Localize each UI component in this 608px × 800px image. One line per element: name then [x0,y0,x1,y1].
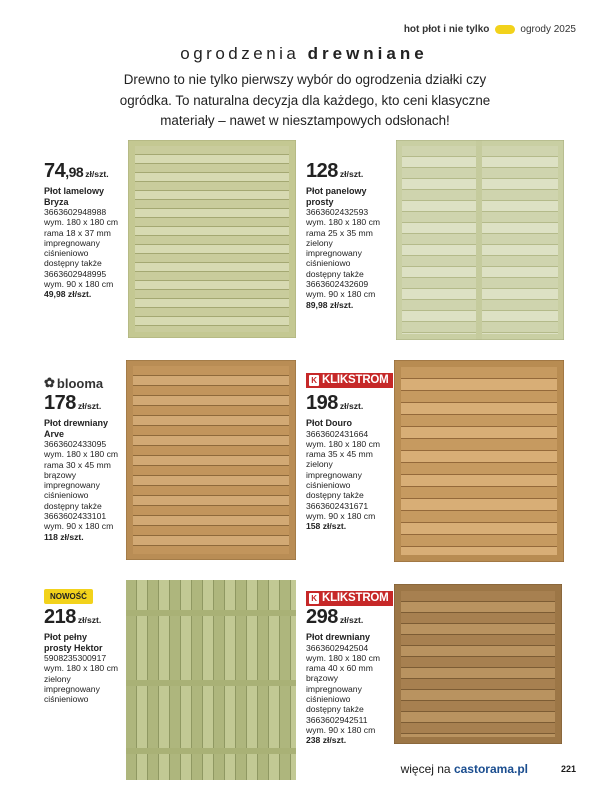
edition-label: ogrody 2025 [520,24,576,35]
product-card [44,160,134,300]
product-price: 128 zł/szt. [306,160,364,182]
section-tag-label: hot płot i nie tylko [403,24,490,35]
product-detail: ciśnieniowo [44,248,89,259]
product-alt-price: 118 zł/szt. [44,531,84,542]
product-detail: wym. 180 x 180 cm [44,663,119,674]
product-card [306,392,396,531]
klikstrom-logo: K KLIKSTROM [306,373,393,388]
product-price: 198 zł/szt. [306,392,364,414]
product-card [306,160,396,310]
product-name: Płot panelowy [306,186,367,196]
product-name: prosty Hektor [44,642,103,653]
product-detail: 3663602433101 [44,511,107,522]
product-detail: dostępny także [306,704,364,715]
yellow-pill-icon [495,25,515,34]
product-detail: ciśnieniowo [306,479,351,490]
product-detail: zielony [306,237,333,248]
product-price: 178 zł/szt. [44,392,102,414]
fence-image-arve [126,360,296,560]
product-detail: rama 18 x 37 mm [44,227,111,238]
product-alt-price: 238 zł/szt. [306,735,347,746]
product-detail: wym. 180 x 180 cm [306,217,381,228]
product-detail: impregnowany [44,683,100,694]
product-price: 74,98 zł/szt. [44,160,109,182]
blooma-flower-icon: ✿ [44,375,54,390]
product-detail: wym. 180 x 180 cm [44,217,119,228]
website-link[interactable]: castorama.pl [453,762,528,776]
product-detail: wym. 90 x 180 cm [306,510,376,521]
page-title [0,44,608,64]
product-price: 218 zł/szt. [44,606,102,628]
product-name: Płot drewniany [306,632,371,642]
product-detail: 3663602948995 [44,268,107,279]
product-name: Płot pełny [44,632,88,642]
product-detail: zielony [306,459,333,470]
intro-text [100,70,510,132]
product-detail: 3663602432609 [306,279,369,290]
product-detail: wym. 90 x 180 cm [306,289,376,300]
product-detail: wym. 90 x 180 cm [306,724,376,735]
product-detail: ciśnieniowo [44,490,89,501]
product-detail: brązowy [44,469,76,480]
intro-line: ogródka. To naturalna decyzja dla każdego, kto ceni klasyczne [119,92,491,108]
product-detail: wym. 180 x 180 cm [306,438,381,449]
fence-image-panelowy [396,140,564,340]
product-price: 298 zł/szt. [306,606,364,628]
product-name: Bryza [44,196,69,207]
product-detail: 3663602942504 [306,642,369,653]
product-detail: ciśnieniowo [44,694,89,705]
fence-image-bryza [128,140,296,338]
product-detail: impregnowany [306,248,362,259]
product-detail: dostępny także [44,500,102,511]
product-name: Płot drewniany [44,418,109,428]
fence-image-hektor [126,580,296,780]
new-badge: NOWOŚĆ [44,589,93,604]
fence-image-douro [394,360,564,562]
product-name: Płot lamelowy [44,186,105,196]
blooma-wordmark: blooma [56,375,104,391]
page-title-light: ogrodzenia [180,44,300,63]
product-detail: 3663602431664 [306,428,369,439]
product-alt-price: 49,98 zł/szt. [44,289,92,300]
product-detail: dostępny także [306,490,364,501]
more-info-prefix: więcej na [400,762,451,776]
product-detail: rama 35 x 45 mm [306,449,373,460]
product-name: prosty [306,196,334,207]
product-card [306,606,396,745]
product-detail: impregnowany [306,683,362,694]
product-detail: dostępny także [306,268,364,279]
product-detail: wym. 90 x 180 cm [44,279,114,290]
product-detail: rama 30 x 45 mm [44,459,111,470]
section-tag [404,24,576,35]
intro-line: Drewno to nie tylko pierwszy wybór do ogrodzenia działki czy [123,72,487,87]
page-number: 221 [560,764,576,774]
product-detail: 5908235300917 [44,653,107,663]
product-name: Arve [44,428,65,439]
product-detail: ciśnieniowo [306,258,351,269]
fence-image-drewniany [394,584,562,744]
product-detail: impregnowany [44,480,100,491]
product-name: Płot Douro [306,418,352,428]
product-detail: dostępny także [44,258,102,269]
product-card [44,606,134,704]
product-detail: rama 40 x 60 mm [306,663,373,674]
intro-line: materiały – nawet w niesztampowych odsłonach! [160,113,450,128]
product-detail: 3663602942511 [306,714,368,725]
product-detail: impregnowany [44,237,100,248]
klikstrom-logo: K KLIKSTROM [306,591,393,606]
page-title-bold: drewniane [307,44,428,63]
product-detail: rama 25 x 35 mm [306,227,373,238]
product-detail: brązowy [306,673,338,684]
product-detail: 3663602431671 [306,500,369,511]
product-detail: wym. 180 x 180 cm [44,449,119,460]
product-detail: ciśnieniowo [306,693,351,704]
product-detail: impregnowany [306,469,362,480]
more-info [401,762,528,776]
blooma-logo [44,375,103,391]
product-alt-price: 89,98 zł/szt. [306,299,354,310]
product-detail: 3663602948988 [44,207,107,217]
product-detail: zielony [44,673,71,684]
product-alt-price: 158 zł/szt. [306,521,347,532]
product-card [44,392,134,542]
product-detail: 3663602432593 [306,207,369,217]
product-detail: 3663602433095 [44,439,107,449]
product-detail: wym. 90 x 180 cm [44,521,114,532]
product-detail: wym. 180 x 180 cm [306,652,381,663]
